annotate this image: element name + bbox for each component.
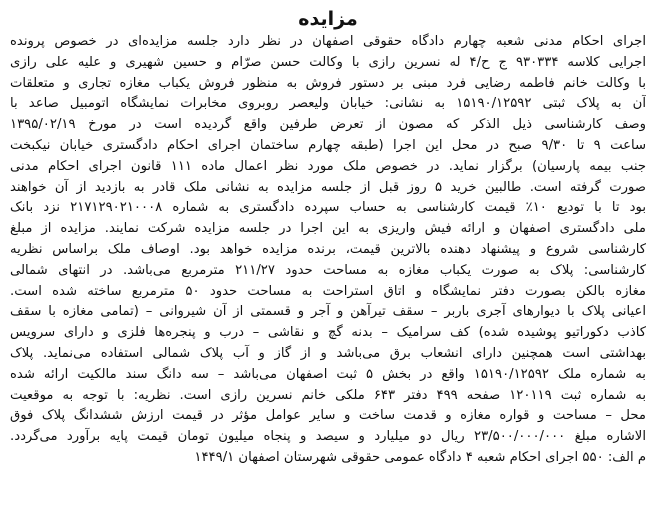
notice-line: مغازه بالکن بصورت دفتر نمایشگاه و اتاق استراحت به مساحت حدود ۵۰ مترمربع ساخته شده است. [10, 283, 646, 299]
notice-line: کارشناسی شروع و پیشنهاد دهنده بالاترین قیمت، برنده مزایده خواهد بود. اوصاف ملک براساس نظریه [10, 241, 646, 257]
notice-line: بود تا با تودیع ۱۰٪ قیمت کارشناسی به حساب سپرده دادگستری به شماره ۲۱۷۱۲۹۰۲۱۰۰۰۸ نزد بانک [10, 200, 646, 216]
notice-line: الاشاره مبلغ ۲۳/۵۰۰/۰۰۰/۰۰۰ ریال دو میلیارد و سیصد و پنجاه میلیون تومان قیمت پایه برآورد می‌گردد. [10, 429, 646, 445]
notice-line: اجرای احکام مدنی شعبه چهارم دادگاه حقوقی اصفهان در نظر دارد جلسه مزایده‌ای در خصوص پرونده [10, 34, 646, 49]
notice-title: مزایده [298, 8, 358, 30]
notice-signature-line: م الف: ۵۵۰ اجرای احکام شعبه ۴ دادگاه عمومی حقوقی شهرستان اصفهان ۱۴۴۹/۱ [194, 449, 646, 465]
notice-line: ساعت ۹ تا ۹/۳۰ صبح در محل این اجرا (طبقه چهارم ساختمان اجرای احکام دادگستری خیابان نیکبخت [10, 137, 646, 153]
notice-line: بهداشتی است همچنین دارای انشعاب برق می‌باشد و از گاز و آب پلاک شمالی استفاده می‌نماید. پلاک [10, 345, 646, 361]
notice-line: ملی دادگستری اصفهان و ارائه فیش واریزی به این اجرا در جلسه مزایده شرکت نمایند. مزایده از مبلغ [10, 221, 646, 237]
notice-line: وصف کارشناسی ذیل الذکر که مصون از تعرض طرفین واقع گردیده است در مورخ ۱۳۹۵/۰۲/۱۹ [10, 117, 646, 133]
notice-body [10, 32, 646, 469]
notice-line: اعیانی پلاک با دیوارهای آجری باربر – سقف تیرآهن و آجر و قسمتی از آن شیروانی – (تمامی مغازه با سقف [10, 304, 646, 320]
auction-notice [10, 6, 646, 520]
notice-line: صورت گرفته است. طالبین خرید ۵ روز قبل از جلسه مزایده به نشانی ملک قادر به بازدید از آن خواهند [10, 179, 646, 195]
notice-line: جنب بیمه پارسیان) برگزار نماید. در خصوص ملک مورد نظر اعمال ماده ۱۱۱ قانون اجرای احکام مدنی [10, 158, 646, 174]
notice-line: با وکالت خانم فاطمه رضایی فرد مبنی بر دستور فروش به منظور فروش یکباب مغازه تجاری و متعلقات [10, 75, 646, 91]
notice-line: به شماره ثبت ۱۲۰۱۱۹ صفحه ۴۹۹ دفتر ۶۴۳ ملکی خانم نسرین رازی است. نظریه: با توجه به موقعیت [10, 387, 646, 403]
notice-line: به شماره ملک ۱۵۱۹۰/۱۲۵۹۲ واقع در بخش ۵ ثبت اصفهان می‌باشد – سه دانگ سند مالکیت ارائه شده [10, 366, 646, 382]
notice-line: کارشناسی: پلاک به صورت یکباب مغازه به مساحت حدود ۲۱۱/۲۷ مترمربع می‌باشد. در انتهای شمالی [10, 262, 646, 278]
notice-line: کاذب دکوراتیو پوشیده شده) کف سرامیک – بدنه گچ و نقاشی – درب و پنجره‌ها فلزی و دارای سرویس [10, 325, 646, 341]
notice-line: آن به پلاک ثبتی ۱۵۱۹۰/۱۲۵۹۲ به نشانی: خیابان ولیعصر روبروی مخابرات نمایشگاه اتومبیل صاعد با [10, 96, 646, 112]
notice-line: اجرایی کلاسه ۹۳۰۳۳۴ ج ح/۴ له نسرین رازی با وکالت حسن صرّام و حسین شهیری و علیه علی رازی [10, 54, 646, 70]
notice-line: محل – مساحت و قواره مغازه و قدمت ساخت و سایر عوامل مؤثر در قیمت ارزش ششدانگ پلاک فوق [10, 408, 646, 424]
